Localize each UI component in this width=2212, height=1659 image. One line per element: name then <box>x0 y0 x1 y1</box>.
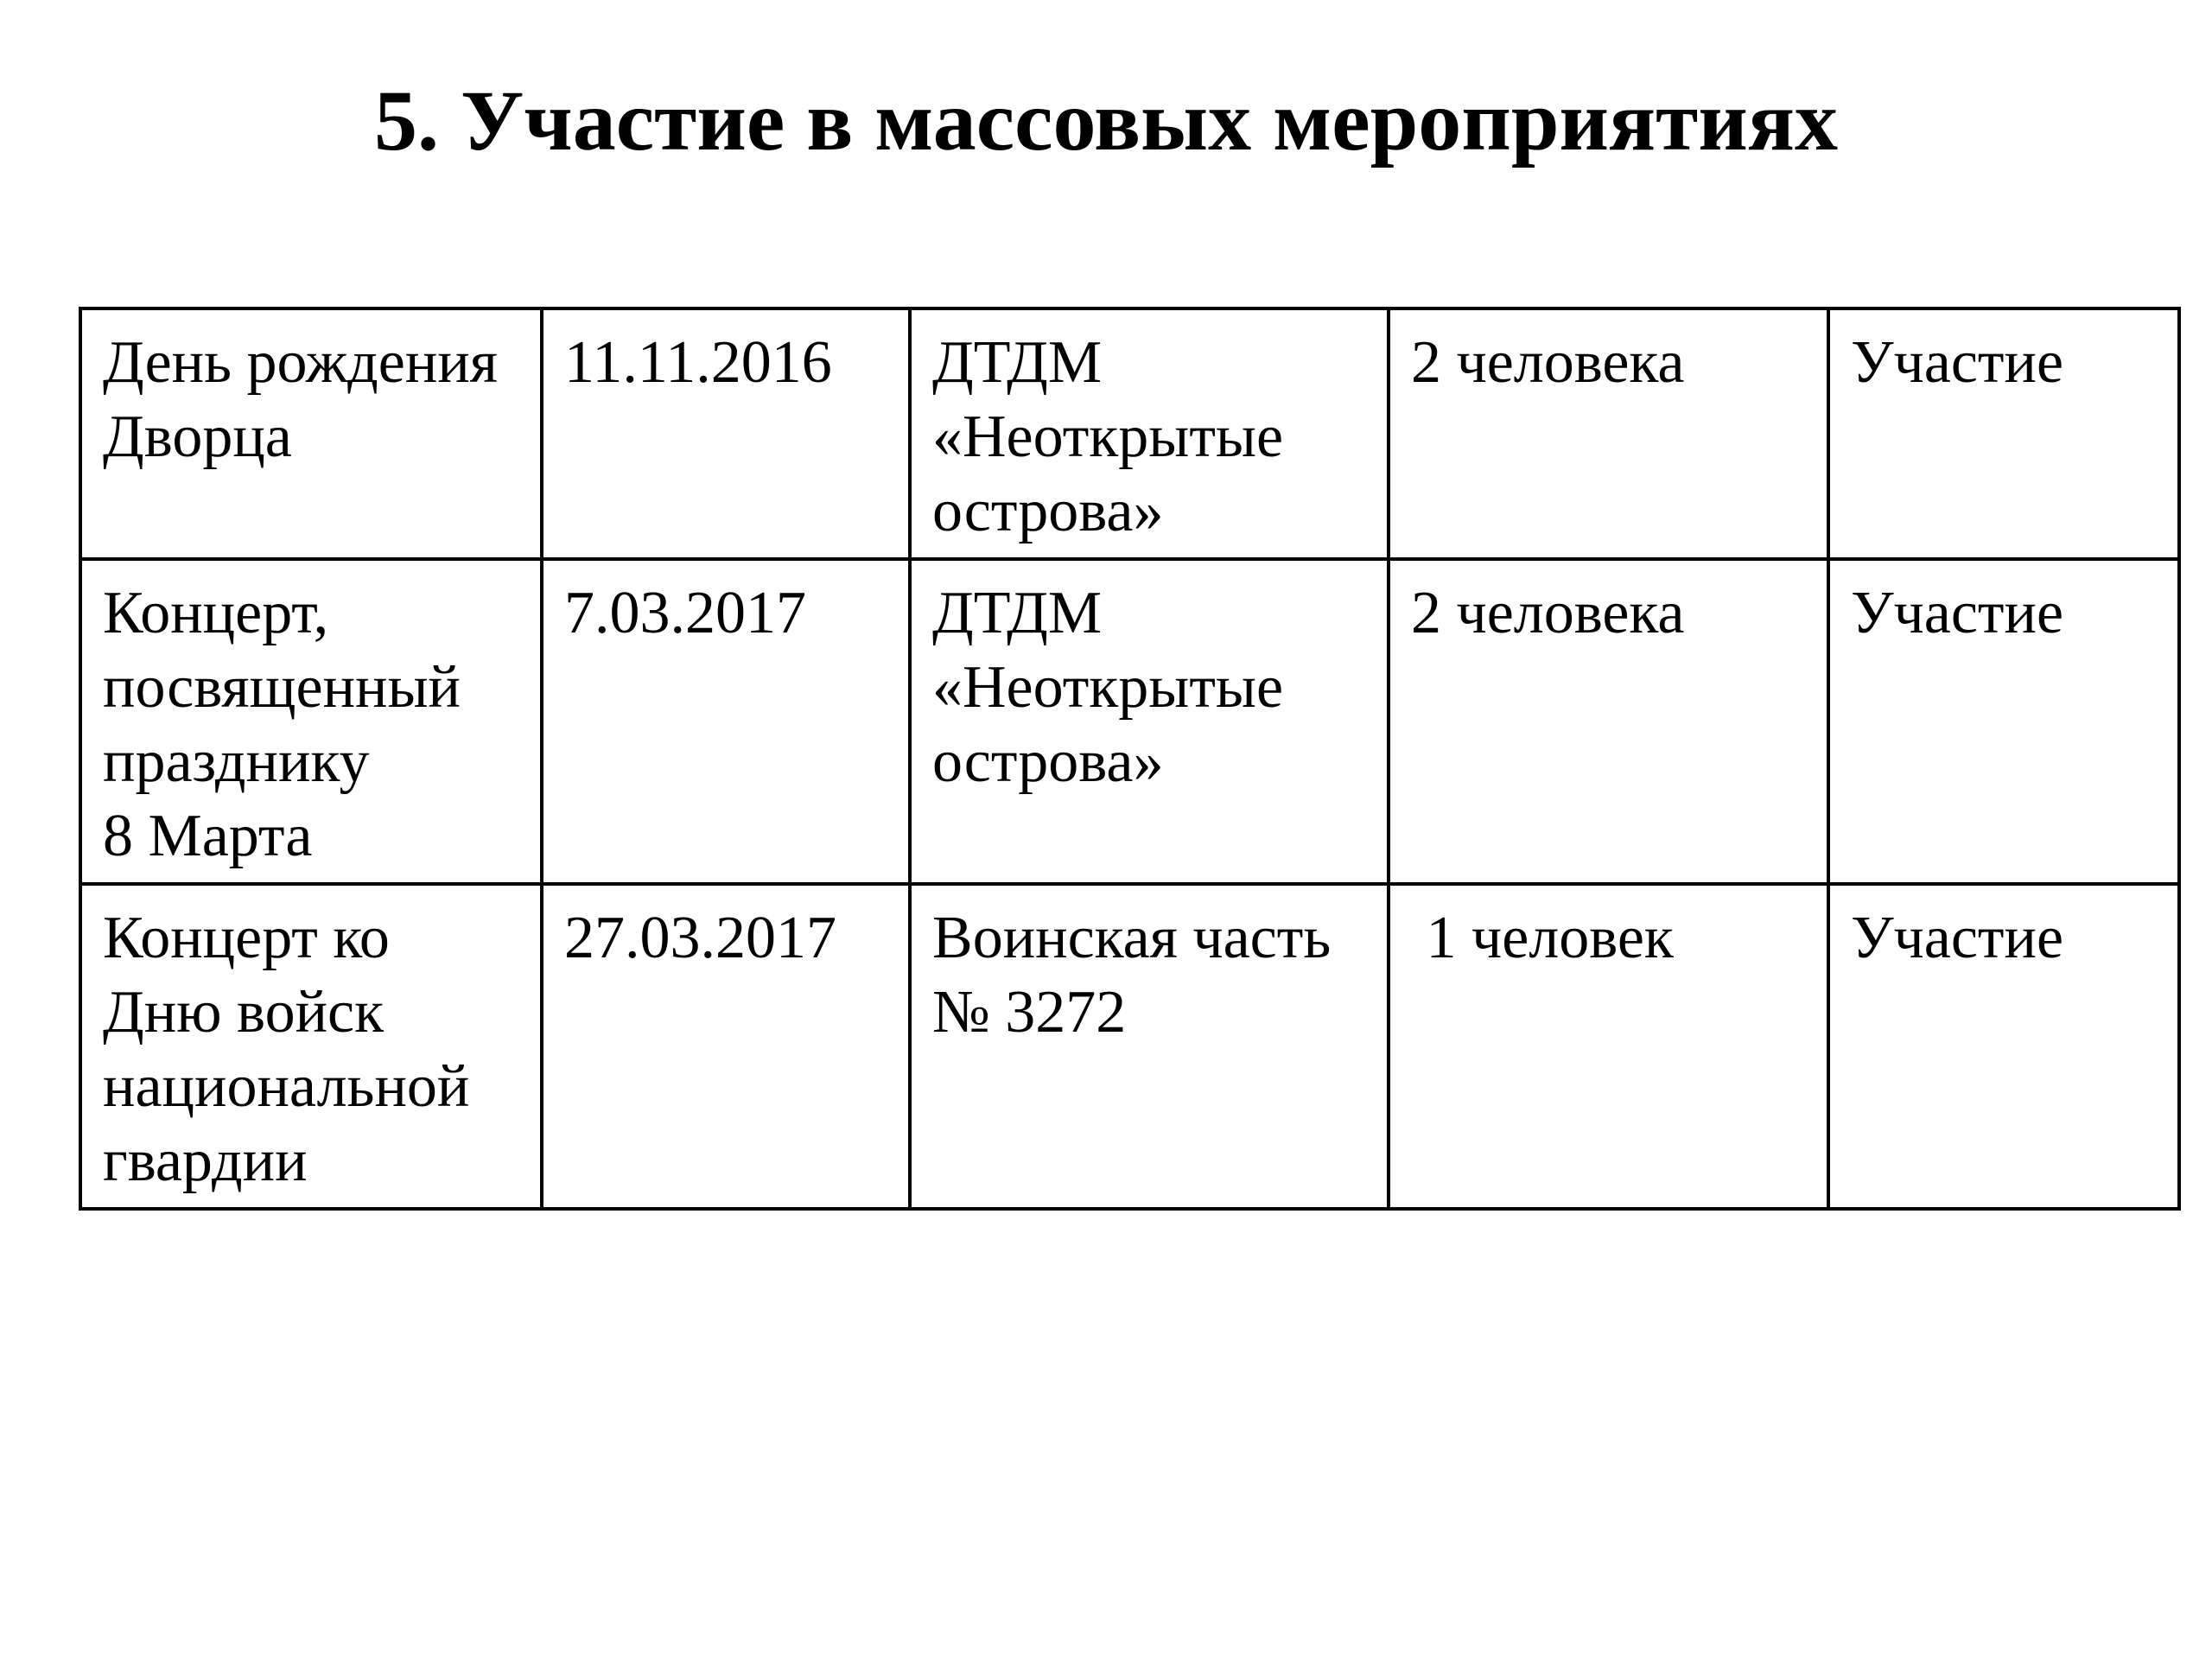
participation-result: Участие <box>1851 905 2064 971</box>
event-cell <box>80 308 542 559</box>
participation-result: Участие <box>1851 580 2064 646</box>
table-row <box>80 308 2179 559</box>
event-cell <box>80 884 542 1209</box>
table-row <box>80 559 2179 884</box>
date-cell <box>542 884 910 1209</box>
event-venue: Воинская часть № 3272 <box>932 905 1332 1046</box>
result-cell <box>1828 884 2179 1209</box>
participation-result: Участие <box>1851 329 2064 396</box>
venue-cell <box>910 559 1389 884</box>
result-cell <box>1828 308 2179 559</box>
participants-count: 2 человека <box>1411 580 1685 646</box>
event-name: День рождения Дворца <box>103 329 498 470</box>
participants-count: 2 человека <box>1411 329 1685 396</box>
event-venue: ДТДМ «Неоткрытые острова» <box>932 580 1284 795</box>
event-date: 11.11.2016 <box>564 329 832 396</box>
event-cell <box>80 559 542 884</box>
events-table <box>79 307 2181 1211</box>
participants-cell <box>1389 308 1828 559</box>
date-cell <box>542 559 910 884</box>
event-name: Концерт ко Дню войск национальной гвардии <box>103 905 470 1194</box>
venue-cell <box>910 884 1389 1209</box>
page-title: 5. Участие в массовых мероприятиях <box>374 73 1838 168</box>
date-cell <box>542 308 910 559</box>
event-venue: ДТДМ «Неоткрытые острова» <box>932 329 1284 544</box>
event-date: 7.03.2017 <box>564 580 806 646</box>
event-name: Концерт, посвященный празднику 8 Марта <box>103 580 461 869</box>
participants-cell <box>1389 559 1828 884</box>
participants-cell <box>1389 884 1828 1209</box>
event-date: 27.03.2017 <box>564 905 836 971</box>
table-row <box>80 884 2179 1209</box>
venue-cell <box>910 308 1389 559</box>
result-cell <box>1828 559 2179 884</box>
participants-count: 1 человек <box>1411 905 1674 971</box>
